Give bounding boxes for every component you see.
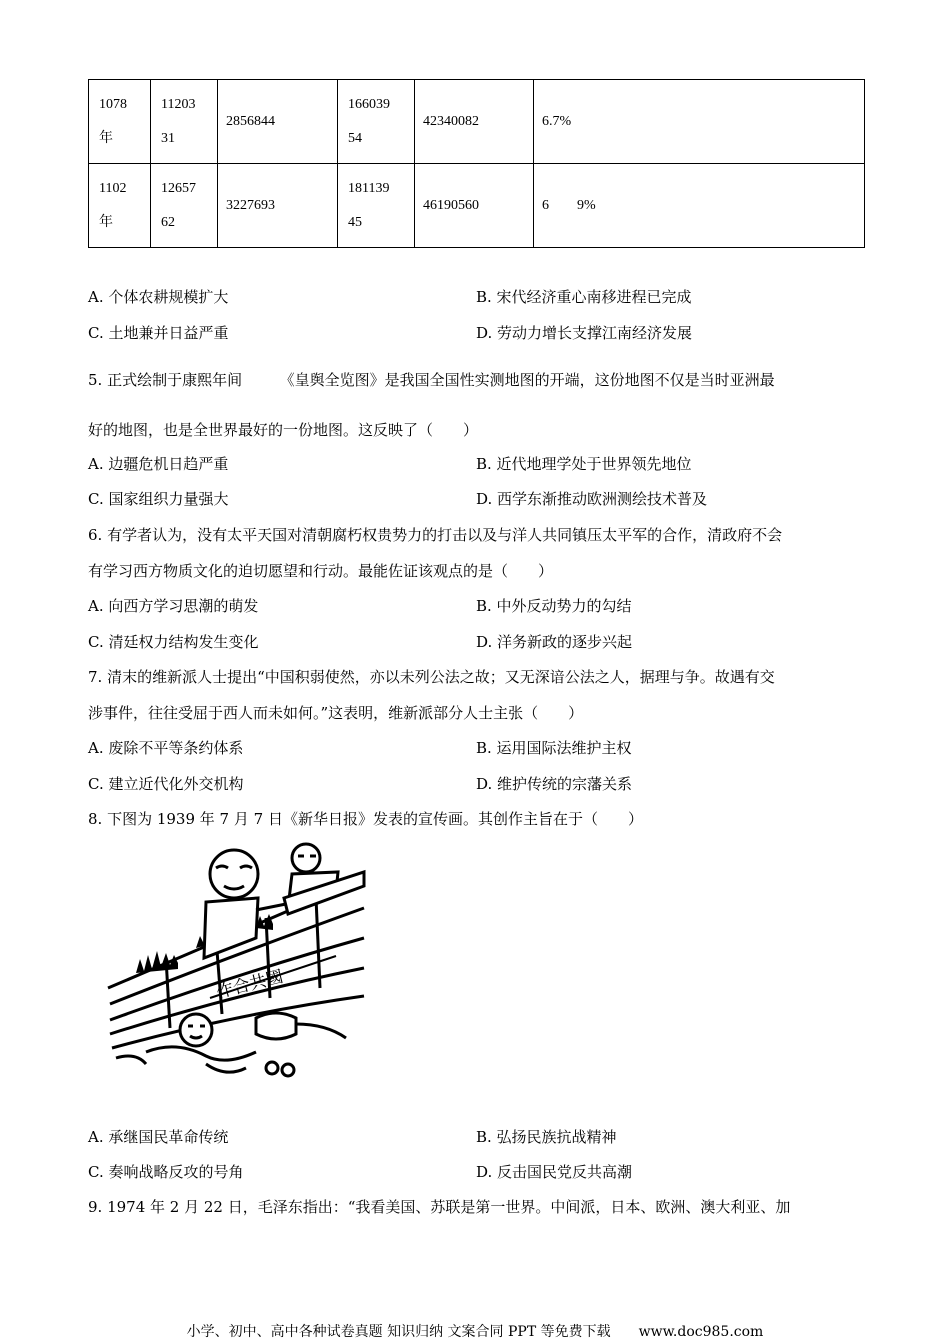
q7-option-d: D. 维护传统的宗藩关系 [476,775,633,793]
table-row [89,164,865,248]
q7-option-a: A. 废除不平等条约体系 [88,739,244,757]
q8-stem-line1: 8. 下图为 1939 年 7 月 7 日《新华日报》发表的宣传画。其创作主旨在于（ ） [88,810,643,828]
table-cell: 2856844 [218,80,338,164]
table-cell: 166039 54 [338,80,415,164]
q7-stem-line1: 7. 清末的维新派人士提出“中国积弱使然，亦以未列公法之故；又无深谙公法之人，据理与争。故遇有交 [88,668,775,686]
q4-option-d: D. 劳动力增长支撑江南经济发展 [476,324,693,342]
q7-option-b: B. 运用国际法维护主权 [476,739,632,757]
propaganda-cartoon [106,838,368,1082]
table-row [89,80,865,164]
table-cell: 6 9% [534,164,865,248]
q6-stem-line1: 6. 有学者认为，没有太平天国对清朝腐朽权贵势力的打击以及与洋人共同镇压太平军的合作，清政府不会 [88,526,783,544]
q6-option-c: C. 清廷权力结构发生变化 [88,633,259,651]
table-cell: 1102 年 [89,164,151,248]
table-cell: 11203 31 [151,80,218,164]
table-cell: 1078 年 [89,80,151,164]
q5-option-c: C. 国家组织力量强大 [88,490,229,508]
q5-option-d: D. 西学东渐推动欧洲测绘技术普及 [476,490,708,508]
table-cell: 46190560 [415,164,534,248]
table-cell: 6.7% [534,80,865,164]
q4-option-c: C. 土地兼并日益严重 [88,324,229,342]
q8-option-b: B. 弘扬民族抗战精神 [476,1128,617,1146]
q7-stem-line2: 涉事件，往往受屈于西人而未如何。”这表明，维新派部分人士主张（ ） [88,704,584,722]
table-cell: 42340082 [415,80,534,164]
page-footer: 小学、初中、高中各种试卷真题 知识归纳 文案合同 PPT 等免费下载 www.doc985.com [186,1324,764,1340]
table-cell: 181139 45 [338,164,415,248]
q5-option-a: A. 边疆危机日趋严重 [88,455,229,473]
q4-option-a: A. 个体农耕规模扩大 [88,288,229,306]
table-cell: 3227693 [218,164,338,248]
q8-option-d: D. 反击国民党反共高潮 [476,1163,633,1181]
q6-option-a: A. 向西方学习思潮的萌发 [88,597,259,615]
q7-option-c: C. 建立近代化外交机构 [88,775,244,793]
q8-option-c: C. 奏响战略反攻的号角 [88,1163,244,1181]
q5-option-b: B. 近代地理学处于世界领先地位 [476,455,692,473]
population-table [88,79,865,248]
q6-stem-line2: 有学习西方物质文化的迫切愿望和行动。最能佐证该观点的是（ ） [88,562,554,580]
q8-option-a: A. 承继国民革命传统 [88,1128,229,1146]
q6-option-b: B. 中外反动势力的勾结 [476,597,632,615]
table-cell: 12657 62 [151,164,218,248]
q9-stem-line1: 9. 1974 年 2 月 22 日，毛泽东指出：“我看美国、苏联是第一世界。中间派，日本、欧洲、澳大利亚、加 [88,1198,791,1216]
q4-option-b: B. 宋代经济重心南移进程已完成 [476,288,692,306]
q5-stem-line1: 5. 正式绘制于康熙年间 《皇舆全览图》是我国全国性实测地图的开端，这份地图不仅是当时亚洲最 [88,371,775,389]
cartoon-banner-text: 作合共國 [214,966,286,1003]
q5-stem-line2: 好的地图，也是全世界最好的一份地图。这反映了（ ） [88,421,479,439]
q6-option-d: D. 洋务新政的逐步兴起 [476,633,633,651]
cartoon-figure-right [284,844,364,914]
